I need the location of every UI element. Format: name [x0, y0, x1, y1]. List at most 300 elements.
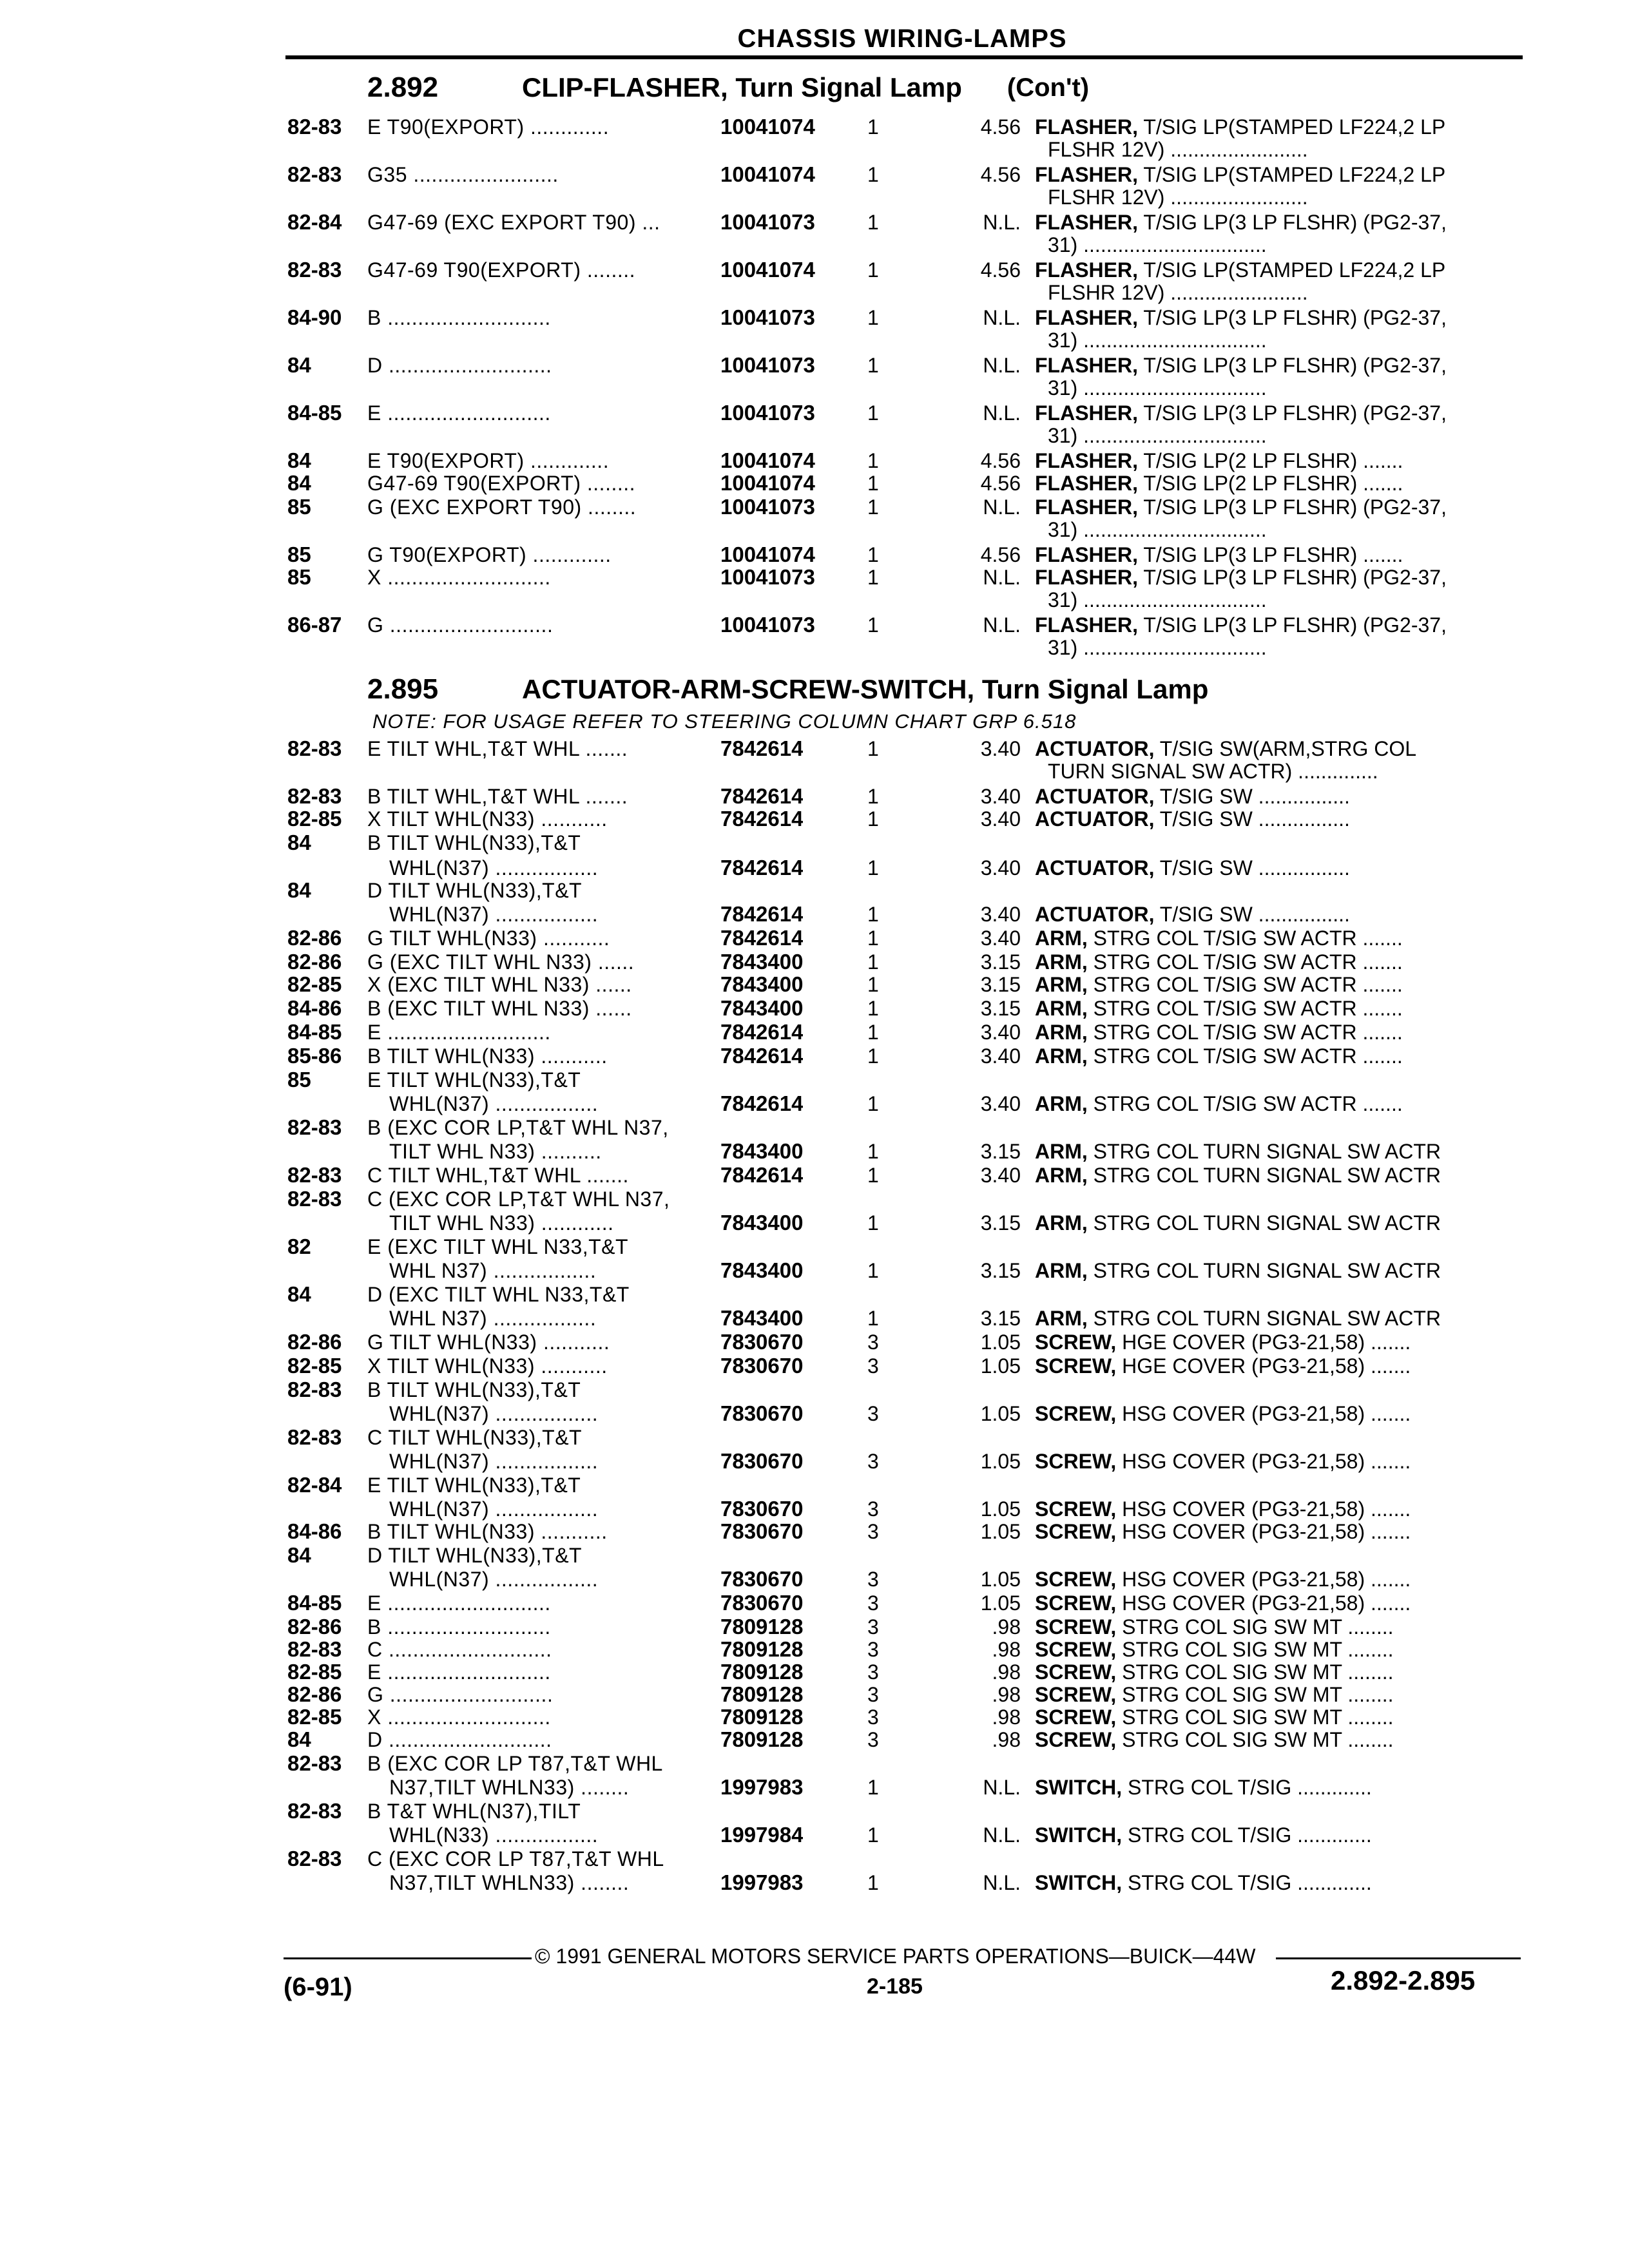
usage-description: G47-69 T90(EXPORT) ........ — [367, 258, 636, 282]
part-name — [1035, 543, 1499, 567]
quantity: 3 — [867, 1706, 879, 1729]
part-name-continued: 31) ................................ — [1048, 233, 1267, 256]
part-name-detail: T/SIG LP(3 LP FLSHR) (PG2-37, — [1138, 211, 1447, 234]
part-name — [1035, 1615, 1499, 1639]
parts-row — [287, 1449, 1512, 1474]
model-years: 86-87 — [287, 613, 342, 637]
part-number: 10041073 — [720, 565, 815, 589]
part-name-detail: T/SIG LP(STAMPED LF224,2 LP — [1138, 258, 1446, 282]
parts-row — [287, 784, 1512, 809]
parts-row — [287, 353, 1512, 378]
parts-row — [287, 1705, 1512, 1729]
part-name — [1035, 401, 1499, 425]
price: 3.15 — [980, 1211, 1021, 1235]
parts-row — [287, 471, 1512, 495]
part-name-noun: ARM, — [1035, 927, 1088, 950]
quantity: 1 — [867, 1211, 879, 1235]
part-name-detail: T/SIG LP(3 LP FLSHR) (PG2-37, — [1138, 613, 1447, 637]
quantity: 1 — [867, 1871, 879, 1894]
parts-row — [287, 1425, 1512, 1450]
part-name — [1035, 807, 1499, 831]
parts-row — [287, 950, 1512, 974]
usage-description-continued: WHL(N37) ................. — [389, 1497, 599, 1521]
part-name-noun: SCREW, — [1035, 1683, 1117, 1706]
section-number: 2.892 — [367, 72, 439, 103]
parts-row — [287, 1591, 1512, 1615]
price: 3.15 — [980, 1140, 1021, 1163]
quantity: 1 — [867, 903, 879, 926]
part-name — [1035, 162, 1499, 187]
part-name-noun: ARM, — [1035, 1307, 1088, 1330]
parts-row — [287, 1497, 1512, 1521]
model-years: 82-84 — [287, 1473, 342, 1497]
parts-row — [287, 1473, 1512, 1497]
usage-description-continued: WHL(N37) ................. — [389, 1450, 599, 1473]
usage-description: G (EXC TILT WHL N33) ...... — [367, 950, 635, 974]
price: N.L. — [983, 401, 1021, 425]
quantity: 1 — [867, 950, 879, 974]
part-name-noun: FLASHER, — [1035, 613, 1138, 637]
section-heading-2895 — [367, 673, 1208, 706]
part-name-noun: SCREW, — [1035, 1354, 1117, 1378]
quantity: 3 — [867, 1591, 879, 1615]
model-years: 82-83 — [287, 736, 342, 760]
usage-description: D TILT WHL(N33),T&T — [367, 879, 583, 902]
part-number: 10041073 — [720, 210, 815, 234]
part-name — [1035, 1306, 1499, 1331]
usage-note: NOTE: FOR USAGE REFER TO STEERING COLUMN CHART GRP 6.518 — [372, 710, 1077, 733]
price: 1.05 — [980, 1520, 1021, 1543]
part-number: 7843400 — [720, 972, 804, 996]
part-name-detail: STRG COL T/SIG SW ACTR ....... — [1087, 1044, 1403, 1068]
part-number: 7843400 — [720, 1258, 804, 1282]
part-name-detail: STRG COL TURN SIGNAL SW ACTR — [1087, 1211, 1441, 1235]
parts-row — [287, 1870, 1512, 1895]
usage-description: G47-69 T90(EXPORT) ........ — [367, 472, 636, 495]
part-name — [1035, 495, 1499, 519]
part-number: 10041074 — [720, 448, 815, 472]
usage-description: B T&T WHL(N37),TILT — [367, 1800, 581, 1823]
part-name-detail: STRG COL SIG SW MT ........ — [1116, 1706, 1394, 1729]
part-number: 7830670 — [720, 1519, 804, 1543]
usage-description: G ........................... — [367, 1683, 554, 1706]
part-number: 10041073 — [720, 353, 815, 377]
price: 1.05 — [980, 1591, 1021, 1615]
part-name — [1035, 902, 1499, 927]
quantity: 1 — [867, 1307, 879, 1330]
price: 4.56 — [980, 258, 1021, 282]
usage-description: D TILT WHL(N33),T&T — [367, 1544, 583, 1567]
part-name-noun: ARM, — [1035, 1211, 1088, 1235]
price: .98 — [992, 1615, 1021, 1639]
price: 3.40 — [980, 737, 1021, 760]
part-name-detail: T/SIG SW ................ — [1154, 807, 1350, 831]
part-name — [1035, 353, 1499, 378]
price: .98 — [992, 1683, 1021, 1706]
parts-row — [287, 280, 1512, 305]
usage-description: G TILT WHL(N33) ........... — [367, 927, 610, 950]
part-name-continued: FLSHR 12V) ........................ — [1048, 138, 1308, 161]
quantity: 1 — [867, 543, 879, 566]
usage-description: B (EXC TILT WHL N33) ...... — [367, 997, 632, 1020]
part-name — [1035, 1705, 1499, 1729]
usage-description: B TILT WHL(N33) ........... — [367, 1520, 608, 1543]
parts-row — [287, 1378, 1512, 1402]
part-name-detail: STRG COL T/SIG ............. — [1122, 1871, 1372, 1894]
usage-description: E ........................... — [367, 1660, 551, 1684]
quantity: 1 — [867, 785, 879, 808]
part-name — [1035, 1660, 1499, 1684]
part-number: 7842614 — [720, 1044, 804, 1068]
part-name-continued: 31) ................................ — [1048, 376, 1267, 399]
part-name-noun: ARM, — [1035, 1140, 1088, 1163]
part-name-detail: T/SIG LP(3 LP FLSHR) (PG2-37, — [1138, 306, 1447, 329]
part-name-detail: STRG COL SIG SW MT ........ — [1116, 1683, 1394, 1706]
price: 1.05 — [980, 1331, 1021, 1354]
part-name-continued: 31) ................................ — [1048, 329, 1267, 352]
usage-description: E (EXC TILT WHL N33,T&T — [367, 1235, 629, 1258]
part-number: 10041073 — [720, 401, 815, 425]
model-years: 84 — [287, 1282, 311, 1306]
usage-description: B TILT WHL(N33) ........... — [367, 1044, 608, 1068]
quantity: 1 — [867, 472, 879, 495]
price: 1.05 — [980, 1354, 1021, 1378]
model-years: 84-85 — [287, 1591, 342, 1615]
part-name-noun: ACTUATOR, — [1035, 737, 1155, 760]
parts-row — [287, 588, 1512, 612]
quantity: 1 — [867, 115, 879, 139]
model-years: 84-85 — [287, 401, 342, 425]
usage-description: B ........................... — [367, 1615, 551, 1639]
section-continued: (Con't) — [1007, 73, 1090, 102]
part-name-noun: FLASHER, — [1035, 472, 1138, 495]
model-years: 85-86 — [287, 1044, 342, 1068]
price: .98 — [992, 1638, 1021, 1661]
quantity: 1 — [867, 566, 879, 589]
part-name-detail: T/SIG LP(2 LP FLSHR) ....... — [1138, 449, 1403, 472]
footer-rule-left — [284, 1957, 532, 1959]
part-number: 10041073 — [720, 305, 815, 329]
part-name-noun: ARM, — [1035, 1092, 1088, 1115]
footer-page-number: 2-185 — [867, 1974, 923, 1999]
part-number: 7842614 — [720, 902, 804, 926]
header-rule — [285, 55, 1523, 59]
part-name-detail: HSG COVER (PG3-21,58) ....... — [1116, 1568, 1411, 1591]
part-name-continued: 31) ................................ — [1048, 518, 1267, 541]
model-years: 84-86 — [287, 996, 342, 1020]
quantity: 1 — [867, 997, 879, 1020]
price: .98 — [992, 1706, 1021, 1729]
part-number: 7809128 — [720, 1727, 804, 1751]
part-name-detail: STRG COL TURN SIGNAL SW ACTR — [1087, 1307, 1441, 1330]
usage-description: D ........................... — [367, 1728, 552, 1751]
quantity: 3 — [867, 1683, 879, 1706]
part-name-detail: T/SIG SW(ARM,STRG COL — [1154, 737, 1417, 760]
price: 3.15 — [980, 1307, 1021, 1330]
parts-row — [287, 448, 1512, 473]
usage-description: G ........................... — [367, 613, 554, 637]
part-name — [1035, 1211, 1499, 1235]
usage-description-continued: WHL(N33) ................. — [389, 1823, 599, 1847]
part-name-detail: T/SIG LP(3 LP FLSHR) (PG2-37, — [1138, 566, 1447, 589]
part-name-detail: HSG COVER (PG3-21,58) ....... — [1116, 1520, 1411, 1543]
parts-row — [287, 1519, 1512, 1544]
price: .98 — [992, 1728, 1021, 1751]
usage-description: C (EXC COR LP T87,T&T WHL — [367, 1847, 664, 1870]
parts-row — [287, 926, 1512, 950]
part-number: 7842614 — [720, 807, 804, 831]
part-number: 7830670 — [720, 1401, 804, 1425]
price: .98 — [992, 1660, 1021, 1684]
section-title: CLIP-FLASHER, Turn Signal Lamp — [522, 72, 962, 102]
usage-description: G T90(EXPORT) ............. — [367, 543, 612, 566]
parts-row — [287, 831, 1512, 855]
usage-description-continued: WHL(N37) ................. — [389, 1092, 599, 1115]
model-years: 82-83 — [287, 784, 342, 808]
parts-row — [287, 1775, 1512, 1800]
model-years: 82-86 — [287, 1330, 342, 1354]
part-name-detail: HGE COVER (PG3-21,58) ....... — [1116, 1354, 1411, 1378]
model-years: 82-85 — [287, 1660, 342, 1684]
quantity: 1 — [867, 1140, 879, 1163]
part-name — [1035, 1519, 1499, 1544]
parts-row — [287, 1139, 1512, 1164]
part-name — [1035, 1727, 1499, 1752]
price: N.L. — [983, 211, 1021, 234]
parts-row — [287, 543, 1512, 567]
part-name-detail: T/SIG LP(3 LP FLSHR) (PG2-37, — [1138, 495, 1447, 519]
price: N.L. — [983, 495, 1021, 519]
usage-description: G35 ........................ — [367, 163, 559, 186]
price: 3.15 — [980, 997, 1021, 1020]
parts-row — [287, 1799, 1512, 1823]
quantity: 1 — [867, 258, 879, 282]
quantity: 1 — [867, 1092, 879, 1115]
price: N.L. — [983, 306, 1021, 329]
usage-description: C ........................... — [367, 1638, 552, 1661]
part-name-detail: STRG COL T/SIG SW ACTR ....... — [1087, 973, 1403, 996]
quantity: 1 — [867, 1044, 879, 1068]
usage-description: X TILT WHL(N33) ........... — [367, 807, 608, 831]
part-name-noun: FLASHER, — [1035, 115, 1138, 139]
part-name-noun: FLASHER, — [1035, 211, 1138, 234]
part-name — [1035, 1330, 1499, 1354]
part-number: 7843400 — [720, 996, 804, 1020]
quantity: 3 — [867, 1497, 879, 1521]
part-name — [1035, 926, 1499, 950]
quantity: 1 — [867, 973, 879, 996]
price: 1.05 — [980, 1568, 1021, 1591]
price: 3.40 — [980, 903, 1021, 926]
parts-row — [287, 210, 1512, 235]
part-name-noun: ACTUATOR, — [1035, 856, 1155, 879]
price: 3.40 — [980, 1092, 1021, 1115]
part-name — [1035, 1354, 1499, 1378]
model-years: 84 — [287, 831, 311, 854]
parts-row — [287, 736, 1512, 761]
quantity: 3 — [867, 1520, 879, 1543]
part-number: 1997983 — [720, 1870, 804, 1894]
parts-row — [287, 115, 1512, 139]
part-number: 7842614 — [720, 926, 804, 950]
part-name-noun: FLASHER, — [1035, 354, 1138, 377]
model-years: 82-86 — [287, 926, 342, 950]
part-name-noun: ARM, — [1035, 1164, 1088, 1187]
parts-row — [287, 1163, 1512, 1187]
parts-row — [287, 902, 1512, 927]
parts-row — [287, 1637, 1512, 1662]
part-name — [1035, 1567, 1499, 1591]
part-name-noun: ARM, — [1035, 1021, 1088, 1044]
part-name-detail: T/SIG LP(STAMPED LF224,2 LP — [1138, 115, 1446, 139]
part-number: 7843400 — [720, 1211, 804, 1235]
quantity: 1 — [867, 927, 879, 950]
price: 1.05 — [980, 1450, 1021, 1473]
part-number: 7809128 — [720, 1682, 804, 1706]
part-name-detail: T/SIG LP(STAMPED LF224,2 LP — [1138, 163, 1446, 186]
parts-row — [287, 1282, 1512, 1307]
part-name-noun: ACTUATOR, — [1035, 903, 1155, 926]
part-name-noun: SWITCH, — [1035, 1776, 1123, 1799]
model-years: 84 — [287, 878, 311, 902]
part-name-noun: ACTUATOR, — [1035, 807, 1155, 831]
part-number: 7830670 — [720, 1591, 804, 1615]
price: 3.15 — [980, 973, 1021, 996]
part-number: 7830670 — [720, 1449, 804, 1473]
part-name-noun: FLASHER, — [1035, 566, 1138, 589]
parts-row — [287, 1115, 1512, 1140]
part-name — [1035, 1637, 1499, 1662]
model-years: 85 — [287, 1068, 311, 1091]
part-name-detail: T/SIG LP(3 LP FLSHR) (PG2-37, — [1138, 354, 1447, 377]
quantity: 1 — [867, 401, 879, 425]
parts-row — [287, 635, 1512, 660]
model-years: 82-83 — [287, 115, 342, 139]
parts-row — [287, 1751, 1512, 1776]
usage-description: E TILT WHL(N33),T&T — [367, 1474, 581, 1497]
usage-description: B ........................... — [367, 306, 551, 329]
part-name-detail: STRG COL T/SIG ............. — [1122, 1776, 1372, 1799]
section-number: 2.895 — [367, 673, 439, 705]
price: 1.05 — [980, 1402, 1021, 1425]
parts-row — [287, 1615, 1512, 1639]
price: 4.56 — [980, 115, 1021, 139]
part-name — [1035, 613, 1499, 637]
section-heading-2892 — [367, 71, 1089, 104]
price: N.L. — [983, 613, 1021, 637]
parts-row — [287, 1020, 1512, 1044]
price: N.L. — [983, 1823, 1021, 1847]
price: 1.05 — [980, 1497, 1021, 1521]
part-name-noun: FLASHER, — [1035, 401, 1138, 425]
part-name — [1035, 1258, 1499, 1283]
parts-row — [287, 517, 1512, 542]
part-number: 7830670 — [720, 1497, 804, 1521]
page-header-title: CHASSIS WIRING-LAMPS — [737, 24, 1067, 53]
parts-row — [287, 1682, 1512, 1707]
parts-row — [287, 878, 1512, 903]
part-name-noun: ARM, — [1035, 973, 1088, 996]
usage-description: X ........................... — [367, 566, 551, 589]
footer-section-range: 2.892-2.895 — [1331, 1965, 1476, 1995]
part-number: 7842614 — [720, 784, 804, 808]
quantity: 3 — [867, 1450, 879, 1473]
part-name — [1035, 1682, 1499, 1707]
part-name-detail: HSG COVER (PG3-21,58) ....... — [1116, 1402, 1411, 1425]
part-name-noun: SCREW, — [1035, 1728, 1117, 1751]
part-name-detail: STRG COL SIG SW MT ........ — [1116, 1728, 1394, 1751]
usage-description: E ........................... — [367, 1021, 551, 1044]
part-name-noun: SCREW, — [1035, 1520, 1117, 1543]
part-name-detail: STRG COL T/SIG SW ACTR ....... — [1087, 927, 1403, 950]
model-years: 82-83 — [287, 1425, 342, 1449]
model-years: 84-86 — [287, 1519, 342, 1543]
part-name — [1035, 1870, 1499, 1895]
part-name-detail: STRG COL T/SIG SW ACTR ....... — [1087, 997, 1403, 1020]
parts-row — [287, 423, 1512, 448]
model-years: 85 — [287, 565, 311, 589]
parts-row — [287, 1091, 1512, 1116]
model-years: 84 — [287, 448, 311, 472]
parts-row — [287, 328, 1512, 352]
quantity: 3 — [867, 1331, 879, 1354]
parts-row — [287, 1847, 1512, 1871]
part-name-noun: ARM, — [1035, 950, 1088, 974]
usage-description: E TILT WHL(N33),T&T — [367, 1068, 581, 1091]
price: N.L. — [983, 354, 1021, 377]
parts-row — [287, 1543, 1512, 1568]
model-years: 82-85 — [287, 972, 342, 996]
price: 4.56 — [980, 449, 1021, 472]
quantity: 1 — [867, 1259, 879, 1282]
parts-row — [287, 1068, 1512, 1092]
usage-description: G (EXC EXPORT T90) ........ — [367, 495, 637, 519]
quantity: 1 — [867, 613, 879, 637]
price: N.L. — [983, 1871, 1021, 1894]
price: 3.40 — [980, 807, 1021, 831]
model-years: 82-86 — [287, 1682, 342, 1706]
price: 3.40 — [980, 1164, 1021, 1187]
price: 3.40 — [980, 1021, 1021, 1044]
part-name-detail: STRG COL T/SIG SW ACTR ....... — [1087, 950, 1403, 974]
price: 3.15 — [980, 1259, 1021, 1282]
part-name-noun: SCREW, — [1035, 1638, 1117, 1661]
usage-description: X (EXC TILT WHL N33) ...... — [367, 973, 632, 996]
model-years: 82-83 — [287, 1187, 342, 1211]
usage-description: D (EXC TILT WHL N33,T&T — [367, 1283, 630, 1306]
quantity: 1 — [867, 807, 879, 831]
model-years: 84 — [287, 471, 311, 495]
part-name-noun: SWITCH, — [1035, 1823, 1123, 1847]
part-name — [1035, 305, 1499, 330]
part-number: 7842614 — [720, 736, 804, 760]
part-number: 7830670 — [720, 1354, 804, 1378]
parts-row — [287, 233, 1512, 257]
part-name-noun: SCREW, — [1035, 1660, 1117, 1684]
quantity: 1 — [867, 211, 879, 234]
model-years: 82-83 — [287, 162, 342, 186]
part-name-noun: SCREW, — [1035, 1568, 1117, 1591]
usage-description: E ........................... — [367, 1591, 551, 1615]
usage-description-continued: N37,TILT WHLN33) ........ — [389, 1776, 630, 1799]
quantity: 1 — [867, 354, 879, 377]
usage-description: B (EXC COR LP T87,T&T WHL — [367, 1752, 663, 1775]
model-years: 84 — [287, 353, 311, 377]
model-years: 85 — [287, 495, 311, 519]
part-name-detail: T/SIG LP(2 LP FLSHR) ....... — [1138, 472, 1403, 495]
parts-row — [287, 856, 1512, 880]
part-name — [1035, 448, 1499, 473]
